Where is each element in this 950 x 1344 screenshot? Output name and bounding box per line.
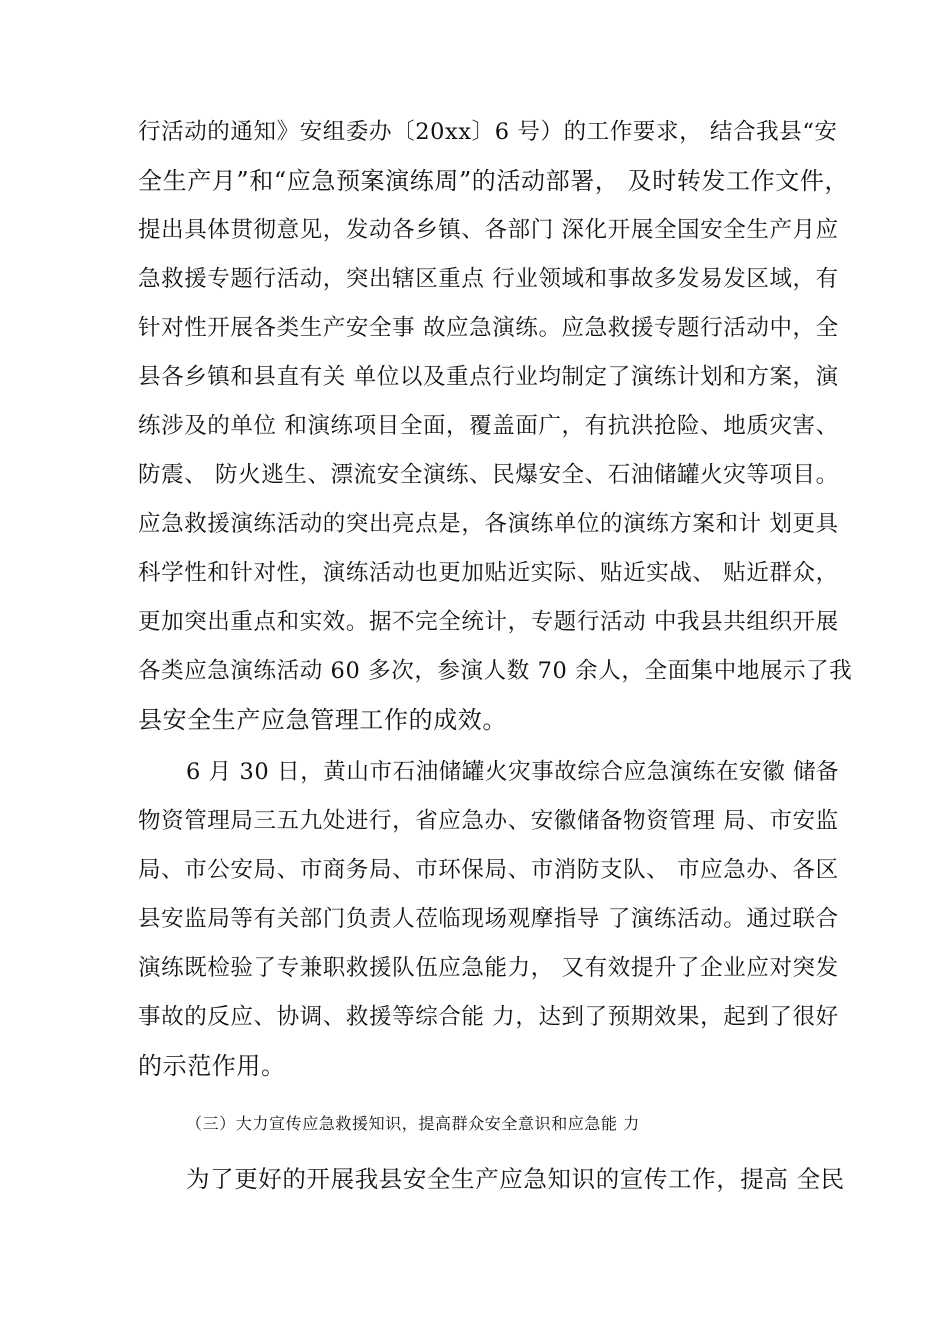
paragraph-line: 提出具体贯彻意见，发动各乡镇、各部门 深化开展全国安全生产月应 bbox=[138, 217, 839, 243]
paragraph-line: 行活动的通知》安组委办〔20xx〕6 号）的工作要求， 结合我县“安 bbox=[138, 119, 838, 145]
paragraph-line: 应急救援演练活动的突出亮点是，各演练单位的演练方案和计 划更具 bbox=[138, 511, 839, 537]
paragraph-line: 县安监局等有关部门负责人莅临现场观摩指导 了演练活动。通过联合 bbox=[138, 906, 839, 932]
paragraph-line: 县各乡镇和县直有关 单位以及重点行业均制定了演练计划和方案，演 bbox=[138, 364, 839, 390]
paragraph-line: 物资管理局三五九处进行，省应急办、安徽储备物资管理 局、市安监 bbox=[138, 808, 839, 834]
paragraph-line: 演练既检验了专兼职救援队伍应急能力， 又有效提升了企业应对突发 bbox=[138, 955, 839, 981]
paragraph-line: 练涉及的单位 和演练项目全面，覆盖面广，有抗洪抢险、地质灾害、 bbox=[138, 413, 839, 439]
paragraph-line: 局、市公安局、市商务局、市环保局、市消防支队、 市应急办、各区 bbox=[138, 857, 839, 883]
paragraph-line: 全生产月”和“应急预案演练周”的活动部署， 及时转发工作文件， bbox=[138, 167, 850, 195]
paragraph-line: 6 月 30 日，黄山市石油储罐火灾事故综合应急演练在安徽 储备 bbox=[186, 759, 840, 785]
paragraph-line: 科学性和针对性，演练活动也更加贴近实际、贴近实战、 贴近群众， bbox=[138, 560, 839, 586]
paragraph-line: 县安全生产应急管理工作的成效。 bbox=[138, 706, 507, 734]
paragraph-line: 各类应急演练活动 60 多次，参演人数 70 余人，全面集中地展示了我 bbox=[138, 658, 853, 684]
paragraph-line: 针对性开展各类生产安全事 故应急演练。应急救援专题行活动中，全 bbox=[138, 315, 839, 341]
paragraph-line: 更加突出重点和实效。据不完全统计，专题行活动 中我县共组织开展 bbox=[138, 609, 839, 635]
paragraph-line: 为了更好的开展我县安全生产应急知识的宣传工作，提高 全民 bbox=[186, 1165, 845, 1193]
paragraph-line: 事故的反应、协调、救援等综合能 力，达到了预期效果，起到了很好 bbox=[138, 1004, 839, 1030]
paragraph-line: 的示范作用。 bbox=[138, 1052, 286, 1080]
section-heading: （三）大力宣传应急救援知识，提高群众安全意识和应急能 力 bbox=[186, 1114, 640, 1133]
paragraph-line: 防震、 防火逃生、漂流安全演练、民爆安全、石油储罐火灾等项目。 bbox=[138, 462, 839, 488]
paragraph-line: 急救援专题行活动，突出辖区重点 行业领域和事故多发易发区域，有 bbox=[138, 266, 839, 292]
